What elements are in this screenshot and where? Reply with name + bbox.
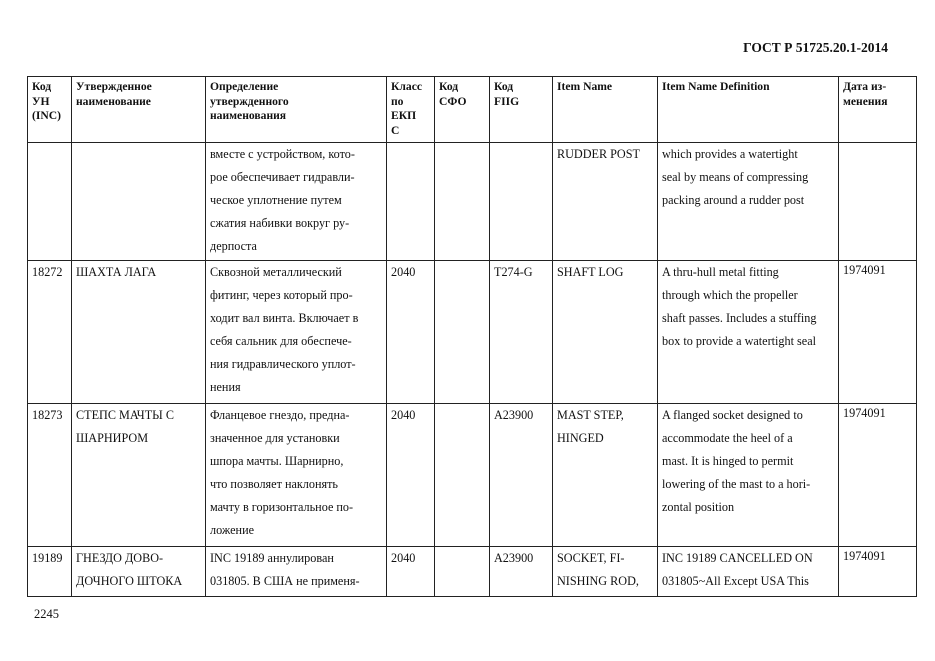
definition-ru-cell [206,404,387,547]
cell-text: 1974091 [843,263,886,277]
cell-text-line: SHAFT LOG [557,265,624,279]
cell-text-line: SOCKET, FI- [557,551,625,565]
cell-text-line: ДОЧНОГО ШТОКА [76,574,183,588]
item-name-cell [553,261,658,404]
column-header-line: УН [32,94,50,108]
cell-text: 2040 [391,551,416,565]
class-cell [387,143,435,261]
column-header-line: Определение [210,80,279,93]
cell-text-line: INC 19189 CANCELLED ON [662,551,813,565]
sfo-cell [435,143,490,261]
cell-text-line: Фланцевое гнездо, предна- [210,408,350,422]
date-cell [839,143,917,261]
cell-text-line: through which the propeller [662,288,798,302]
item-name-cell [553,404,658,547]
cell-text-line: packing around a rudder post [662,193,805,207]
column-header-line: утвержденного [210,94,289,108]
cell-text-line: accommodate the heel of a [662,431,793,445]
column-header-line: наименования [210,109,287,122]
date-cell [839,547,917,597]
column-header-line: СФО [439,94,467,108]
column-header-line: (INC) [32,109,61,122]
cell-text: A23900 [494,408,534,422]
cell-text-line: ходит вал винта. Включает в [210,311,359,325]
cell-text: 2040 [391,265,416,279]
cell-text-line: lowering of the mast to a hori- [662,477,811,491]
cell-text-line: RUDDER POST [557,147,640,161]
cell-text-line: box to provide a watertight seal [662,334,816,348]
table-row [28,143,917,261]
cell-text-line: which provides a watertight [662,147,798,161]
cell-text-line: себя сальник для обеспече- [210,334,352,348]
cell-text-line: нения [210,380,241,394]
definition-en-cell [658,261,839,404]
cell-text-line: рое обеспечивает гидравли- [210,170,355,184]
cell-text-line: вместе с устройством, кото- [210,147,355,161]
column-header-line: менения [843,94,888,108]
cell-text: 18273 [32,408,63,422]
definition-en-cell [658,143,839,261]
inc-cell [28,547,72,597]
table-header-row [28,77,917,143]
cell-text: 19189 [32,551,63,565]
cell-text-line: мачту в горизонтальное по- [210,500,354,514]
inc-cell [28,261,72,404]
column-header-line: ЕКП [391,109,417,122]
cell-text: A23900 [494,551,534,565]
cell-text-line: A flanged socket designed to [662,408,803,422]
name-ru-cell [72,143,206,261]
cell-text: 1974091 [843,549,886,563]
column-header-definition-en [658,77,839,143]
fiig-cell [490,261,553,404]
column-header-date [839,77,917,143]
nomenclature-table [27,76,917,597]
column-header-line: FIIG [494,94,520,108]
cell-text-line: A thru-hull metal fitting [662,265,779,279]
column-header-line: С [391,123,400,137]
sfo-cell [435,404,490,547]
cell-text: T274-G [494,265,533,279]
column-header-class [387,77,435,143]
column-header-line: Код [439,80,459,93]
column-header-line: Код [32,80,52,93]
inc-cell [28,143,72,261]
page-number: 2245 [34,607,59,621]
item-name-cell [553,547,658,597]
definition-ru-cell [206,547,387,597]
cell-text-line: zontal position [662,500,735,514]
sfo-cell [435,261,490,404]
item-name-cell [553,143,658,261]
column-header-line: Item Name [557,80,613,93]
document-standard-number: ГОСТ Р 51725.20.1-2014 [743,40,888,55]
column-header-line: Дата из- [843,80,887,93]
table-row [28,547,917,597]
column-header-line: Item Name Definition [662,80,770,93]
fiig-cell [490,143,553,261]
definition-en-cell [658,404,839,547]
name-ru-cell [72,261,206,404]
column-header-line: по [391,94,404,108]
cell-text-line: СТЕПС МАЧТЫ С [76,408,174,422]
table-row [28,404,917,547]
cell-text-line: дерпоста [210,239,257,253]
cell-text-line: mast. It is hinged to permit [662,454,794,468]
sfo-cell [435,547,490,597]
fiig-cell [490,547,553,597]
definition-en-cell [658,547,839,597]
cell-text-line: шпора мачты. Шарнирно, [210,454,344,468]
table-row [28,261,917,404]
cell-text-line: сжатия набивки вокруг ру- [210,216,350,230]
date-cell [839,261,917,404]
cell-text: 18272 [32,265,63,279]
cell-text-line: значенное для установки [210,431,340,445]
cell-text-line: ческое уплотнение путем [210,193,342,207]
column-header-line: Класс [391,80,422,93]
definition-ru-cell [206,261,387,404]
definition-ru-cell [206,143,387,261]
cell-text-line: MAST STEP, [557,408,624,422]
name-ru-cell [72,547,206,597]
cell-text-line: ложение [210,523,254,537]
column-header-inc [28,77,72,143]
cell-text-line: ШАХТА ЛАГА [76,265,157,279]
column-header-line: наименование [76,94,151,108]
cell-text-line: фитинг, через который про- [210,288,353,302]
cell-text [843,143,912,145]
cell-text-line: NISHING ROD, [557,574,639,588]
cell-text-line: ГНЕЗДО ДОВО- [76,551,164,565]
date-cell [839,404,917,547]
cell-text: 2040 [391,408,416,422]
cell-text-line: HINGED [557,431,604,445]
column-header-item-name [553,77,658,143]
fiig-cell [490,404,553,547]
cell-text-line: shaft passes. Includes a stuffing [662,311,817,325]
column-header-line: Код [494,80,514,93]
column-header-fiig [490,77,553,143]
inc-cell [28,404,72,547]
column-header-name-ru [72,77,206,143]
column-header-sfo [435,77,490,143]
cell-text-line: 031805~All Except USA This [662,574,809,588]
cell-text: 1974091 [843,406,886,420]
cell-text-line: 031805. В США не применя- [210,574,360,588]
class-cell [387,261,435,404]
column-header-definition-ru [206,77,387,143]
cell-text-line: что позволяет наклонять [210,477,338,491]
cell-text-line: INC 19189 аннулирован [210,551,334,565]
class-cell [387,404,435,547]
column-header-line: Утвержденное [76,80,152,93]
cell-text-line: ШАРНИРОМ [76,431,149,445]
class-cell [387,547,435,597]
name-ru-cell [72,404,206,547]
cell-text-line: Сквозной металлический [210,265,342,279]
cell-text-line: ния гидравлического уплот- [210,357,356,371]
cell-text-line: seal by means of compressing [662,170,809,184]
